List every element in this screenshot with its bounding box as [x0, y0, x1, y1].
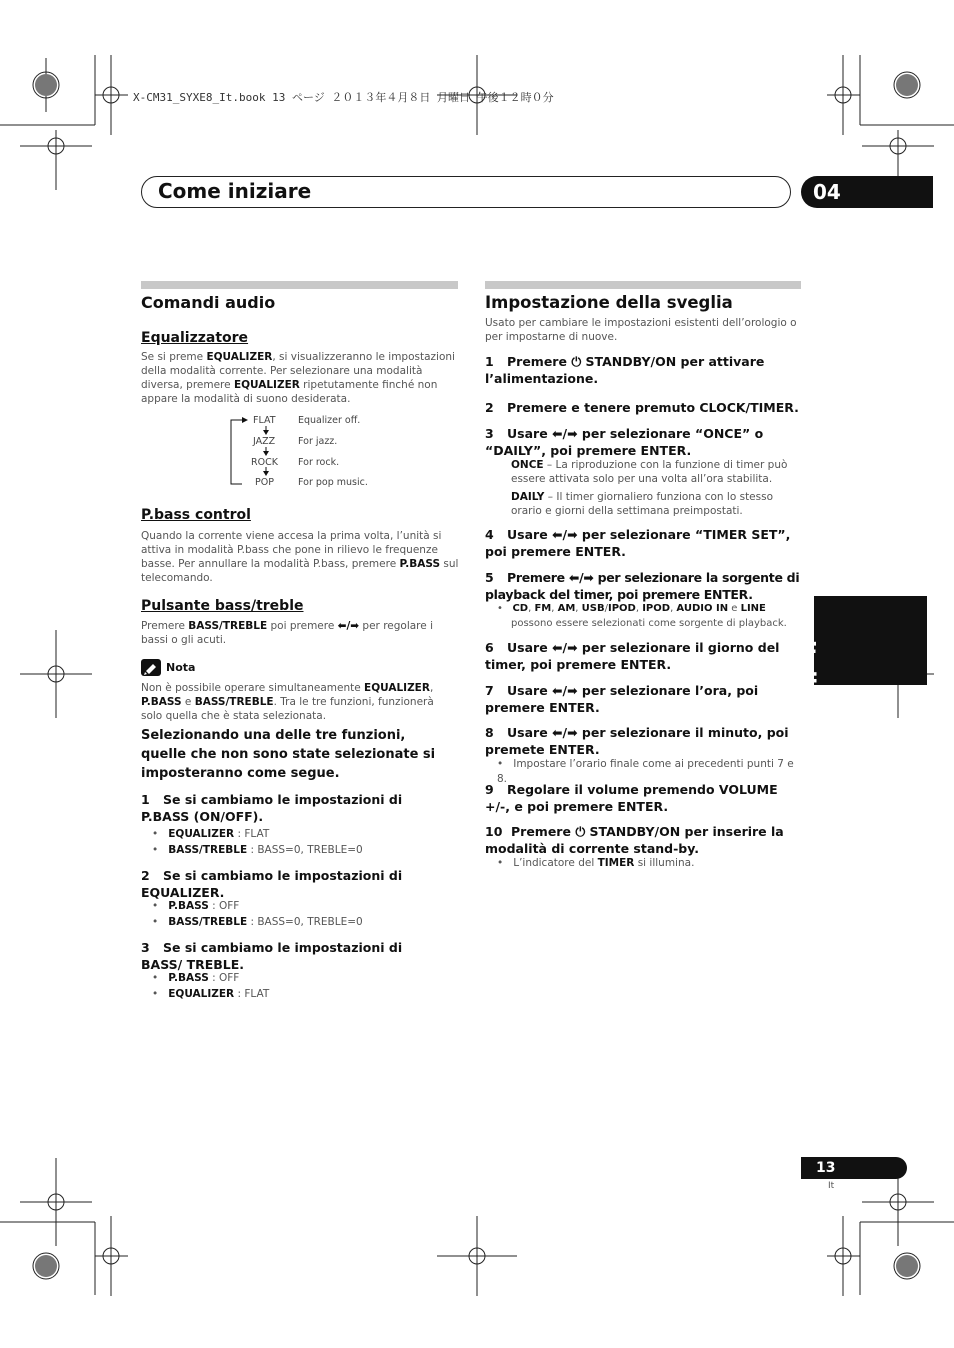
power-icon: ⏻	[575, 824, 586, 839]
eq-mode-flat: FLAT	[253, 415, 276, 426]
alarm-step-1: 1 Premere ⏻ STANDBY/ON per attivare l’alimentazione.	[485, 354, 765, 386]
alarm-intro: Usato per cambiare le impostazioni esistenti dell’orologio o per impostarne di nuove.	[485, 317, 797, 343]
left-step-2-bullet-2: • BASS/TREBLE : BASS=0, TREBLE=0	[152, 916, 363, 928]
alarm-step-10: 10 Premere ⏻ STANDBY/ON per inserire la modalità di corrente stand-by.	[485, 824, 784, 856]
eq-desc-flat: Equalizer off.	[298, 415, 361, 426]
left-step-2: 2 Se si cambiamo le impostazioni di EQUALIZER.	[141, 868, 403, 900]
eq-mode-rock: ROCK	[251, 457, 278, 468]
pbass-paragraph: Quando la corrente viene accesa la prima volta, l’unità si attiva in modalità P.bass che pone in rilievo le frequenze basse. Per annullare la modalità P.bass, premere P.BASS sul telecomando.	[141, 530, 459, 584]
alarm-step-7: 7 Usare ⬅/➡ per selezionare l’ora, poi premere ENTER.	[485, 683, 759, 715]
note-paragraph: Non è possibile operare simultaneamente EQUALIZER, P.BASS e BASS/TREBLE. Tra le tre funzioni, funzionerà solo quella che è stata selezionata.	[141, 682, 434, 722]
alarm-step-10-bullet: • L’indicatore del TIMER si illumina.	[497, 857, 695, 869]
note-label: Nota	[166, 661, 196, 674]
eq-mode-jazz: JAZZ	[253, 436, 276, 447]
left-right-arrow-icon: ⬅/➡	[552, 725, 578, 740]
alarm-step-5: 5 Premere ⬅/➡ per selezionare la sorgente di playback del timer, poi premere ENTER.	[485, 570, 800, 602]
left-right-arrow-icon: ⬅/➡	[568, 570, 594, 585]
page-language: It	[828, 1181, 835, 1191]
left-step-1-bullet-2: • BASS/TREBLE : BASS=0, TREBLE=0	[152, 844, 363, 856]
left-step-3: 3 Se si cambiamo le impostazioni di BASS/ TREBLE.	[141, 940, 403, 972]
section-heading-audio: Comandi audio	[141, 293, 276, 312]
print-header: X-CM31_SYXE8_It.book 13 ページ ２０１３年４月８日 月曜日 午後１２時０分	[133, 91, 554, 104]
bass-treble-paragraph: Premere BASS/TREBLE poi premere ⬅/➡ per regolare i bassi o gli acuti.	[141, 620, 433, 646]
alarm-step-5-sources: • CD, FM, AM, USB/IPOD, IPOD, AUDIO IN e LINE possono essere selezionati come sorgente di playback.	[497, 603, 787, 629]
power-icon: ⏻	[571, 354, 582, 369]
eq-desc-pop: For pop music.	[298, 477, 368, 488]
left-step-1-bullet-1: • EQUALIZER : FLAT	[152, 828, 270, 840]
chapter-title: Come iniziare	[158, 179, 312, 203]
eq-mode-pop: POP	[255, 477, 274, 488]
alarm-step-4: 4 Usare ⬅/➡ per selezionare “TIMER SET”, poi premere ENTER.	[485, 527, 791, 559]
subheading-equalizer: Equalizzatore	[141, 330, 249, 346]
chapter-number: 04	[801, 176, 933, 208]
daily-description: DAILY – Il timer giornaliero funziona con lo stesso orario e giorni della settimana preimpostati.	[511, 491, 774, 517]
page-number: 13	[801, 1157, 907, 1179]
equalizer-paragraph: Se si preme EQUALIZER, si visualizzeranno le impostazioni della modalità corrente. Per selezionare una modalità diversa, premere EQUALIZER ripetutamente finché non appare la modalità di suono desiderata.	[141, 351, 455, 405]
alarm-step-9: 9 Regolare il volume premendo VOLUME +/-, e poi premere ENTER.	[485, 782, 778, 814]
eq-desc-rock: For rock.	[298, 457, 340, 468]
left-step-1: 1 Se si cambiamo le impostazioni di P.BASS (ON/OFF).	[141, 792, 403, 824]
subheading-pbass: P.bass control	[141, 507, 251, 523]
alarm-step-8: 8 Usare ⬅/➡ per selezionare il minuto, poi premete ENTER.	[485, 725, 789, 757]
alarm-step-8-bullet: • Impostare l’orario finale come ai precedenti punti 7 e 8.	[497, 758, 794, 785]
subheading-bass-treble: Pulsante bass/treble	[141, 598, 304, 614]
once-description: ONCE – La riproduzione con la funzione di timer può essere attivata solo per una volta all’ora stabilita.	[511, 459, 788, 485]
alarm-step-3: 3 Usare ⬅/➡ per selezionare “ONCE” o “DAILY”, poi premere ENTER.	[485, 426, 764, 458]
left-step-3-bullet-2: • EQUALIZER : FLAT	[152, 988, 270, 1000]
alarm-step-6: 6 Usare ⬅/➡ per selezionare il giorno del timer, poi premere ENTER.	[485, 640, 780, 672]
left-step-3-bullet-1: • P.BASS : OFF	[152, 972, 240, 984]
eq-desc-jazz: For jazz.	[298, 436, 338, 447]
left-right-arrow-icon: ⬅/➡	[552, 527, 578, 542]
alarm-step-2: 2 Premere e tenere premuto CLOCK/TIMER.	[485, 400, 799, 415]
section-heading-alarm: Impostazione della sveglia	[485, 293, 733, 312]
language-tab-label: Italiano	[796, 640, 820, 726]
left-right-arrow-icon: ⬅/➡	[552, 640, 578, 655]
left-right-arrow-icon: ⬅/➡	[552, 426, 578, 441]
section-rule-right	[485, 281, 801, 289]
selection-bold-paragraph: Selezionando una delle tre funzioni, quelle che non sono state selezionate si imposteranno come segue.	[141, 728, 436, 781]
left-right-arrow-icon: ⬅/➡	[552, 683, 578, 698]
section-rule-left	[141, 281, 458, 289]
note-icon	[141, 659, 161, 676]
left-step-2-bullet-1: • P.BASS : OFF	[152, 900, 240, 912]
language-tab	[814, 596, 927, 685]
